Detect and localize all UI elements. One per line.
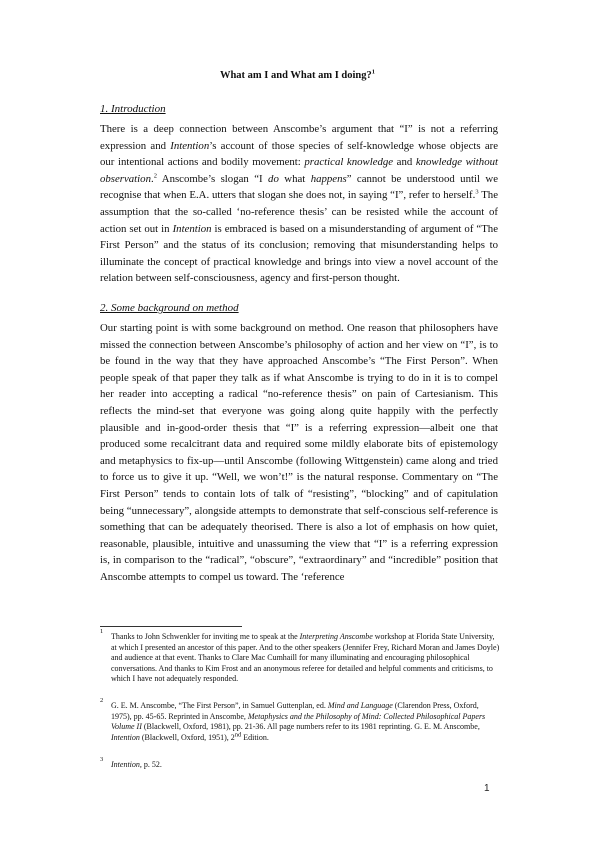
footnote-2: 2 G. E. M. Anscombe, “The First Person”, in Samuel Guttenplan, ed. Mind and Language (Clarendon Press, Oxford, 1975), pp. 45-65. Reprinted in Anscombe, Metaphysics and the Philosophy of Mind: Collected Philosophical Papers Volume II (Blackwell, Oxford, 1981), pp. 21-36. All page numbers refer to its 1981 reprinting. G. E. M. Anscombe, Intention (Blackwell, Oxford, 1951), 2nd Edition. — [100, 701, 500, 743]
paper-title — [0, 70, 595, 81]
footnote-1: 1 Thanks to John Schwenkler for inviting me to speak at the Interpreting Anscombe workshop at Florida State University, at which I presented an ancestor of this paper. And to the other speakers (Jennifer Frey, Richard Moran and James Doyle) and audience at that event. Thanks to Clare Mac Cumhaill for many illuminating and encouraging philosophical conversations. And thanks to Kim Frost and an anonymous referee for detailed and helpful comments and criticisms, to which I have not adequately responded. — [100, 628, 500, 683]
footnote-2-text: G. E. M. Anscombe, “The First Person”, in Samuel Guttenplan, ed. Mind and Language (Clarendon Press, Oxford, 1975), pp. 45-65. Reprinted in Anscombe, Metaphysics and the Philosophy of Mind: Collected Philosophical Papers Volume II (Blackwell, Oxford, 1981), pp. 21-36. All page numbers refer to its 1981 reprinting. G. E. M. Anscombe, Intention (Blackwell, Oxford, 1951), 2nd Edition. — [111, 701, 486, 742]
footnote-3-text: Intention, p. 52. — [111, 760, 162, 769]
footnote-separator — [100, 626, 242, 627]
introduction-paragraph: There is a deep connection between Anscombe’s argument that “I” is not a referring expression and Intention’s account of those species of self-knowledge whose objects are our intentional actions and bodily movement: practical knowledge and knowledge without observation.$^2$ Anscombe’s slogan “I do what happens” cannot be understood until we recognise that when E.A. utters that slogan she does not, in saying “I”, refer to herself.$^3$ The assumption that the so-called ‘no-reference thesis’ can be resisted while the account of action set out in Intention is embraced is based on a misunderstanding of argument of “The First Person” and the status of its conclusion; removing that misunderstanding helps to illuminate the concept of practical knowledge and brings into view a novel account of the relation between self-consciousness, agency and first-person thought. — [100, 123, 499, 285]
footnote-3: 3 Intention, p. 52. — [100, 760, 500, 771]
footnote-1-text: Thanks to John Schwenkler for inviting me to speak at the Interpreting Anscombe workshop at Florida State University, at which I presented an ancestor of this paper. And to the other speakers (Jennifer Frey, Richard Moran and James Doyle) and audience at that event. Thanks to Clare Mac Cumhaill for many illuminating and encouraging philosophical conversations. And thanks to Kim Frost and an anonymous referee for detailed and helpful comments and criticisms, to which I have not adequately responded. — [111, 632, 500, 683]
title-footnote-marker: 1 — [371, 68, 376, 76]
section-heading-introduction: 1. Introduction — [100, 103, 166, 115]
background-paragraph: Our starting point is with some background on method. One reason that philosophers have missed the connection between Anscombe’s philosophy of action and her view on “I”, is to be found in the way that they have approached Anscombe’s “The First Person”. When people speak of that paper they talk as if what Anscombe is trying to do in it is to compel her reader into accepting a radical “no-reference thesis” on pain of Cartesianism. This reflects the mind-set that everyone was going along quite happily with the perfectly plausible and in-good-order thesis that “I” is a referring expression—albeit one that produced some recalcitrant data and required some mildly elaborate bits of epistemology and metaphysics to fix-up—until Anscombe (following Wittgenstein) came along and tried to force us to give it up. “Well, we won’t!” is the natural response. Commentary on “The First Person” tends to contain lots of talk of “resisting”, “blocking” and of capitulation being “unnecessary”, alongside attempts to demonstrate that self-conscious self-reference is something that can be adequately theorised. There is also a lot of emphasis on how quiet, reasonable, plausible, intuitive and unassuming the view that “I” is a referring expression is, in comparison to the “radical”, “obscure”, “extraordinary” and “incredible” position that Anscombe attempts to compel us toward. The ‘reference — [100, 322, 498, 583]
section-heading-background-on-method: 2. Some background on method — [100, 302, 239, 314]
paper-title-text: What am I and What am I doing? — [219, 70, 372, 81]
page-number: 1 — [484, 783, 490, 794]
